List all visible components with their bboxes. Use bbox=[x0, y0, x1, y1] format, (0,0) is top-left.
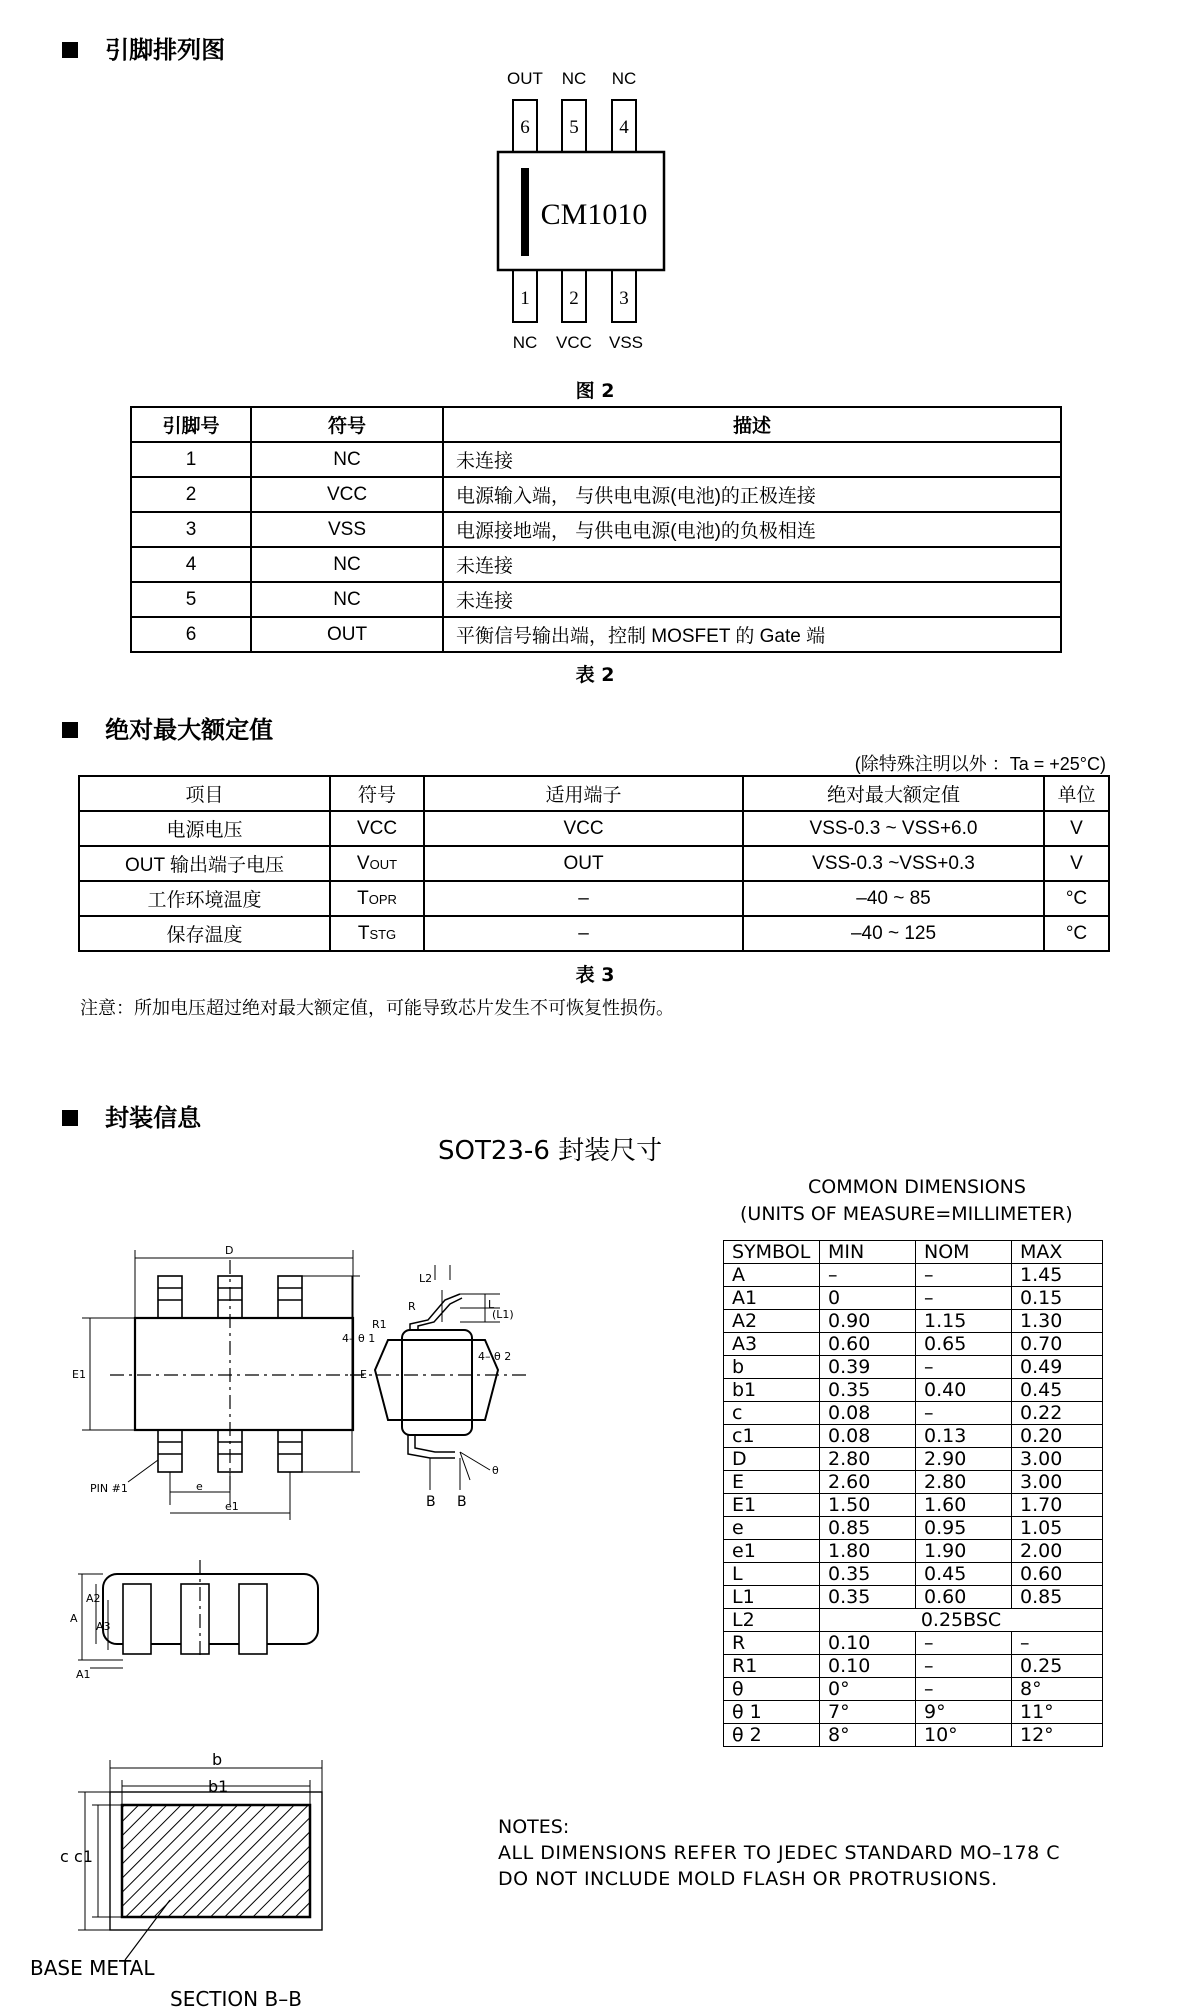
table-cell: – bbox=[916, 1632, 1012, 1655]
table-cell: 0.08 bbox=[820, 1425, 916, 1448]
table-cell: 0.95 bbox=[916, 1517, 1012, 1540]
table-cell: 9° bbox=[916, 1701, 1012, 1724]
table-cell: 8° bbox=[1012, 1678, 1103, 1701]
table-row bbox=[724, 1540, 1103, 1563]
table-cell: 0.60 bbox=[916, 1586, 1012, 1609]
label-L: L bbox=[488, 1298, 495, 1311]
header-cell: 项目 bbox=[79, 776, 330, 811]
label-E: E bbox=[360, 1368, 367, 1381]
table-cell: – bbox=[820, 1264, 916, 1287]
pin-num-2: 2 bbox=[569, 288, 579, 309]
table-cell: b1 bbox=[724, 1379, 820, 1402]
table-cell: 0.20 bbox=[1012, 1425, 1103, 1448]
table-cell: 0.40 bbox=[916, 1379, 1012, 1402]
table-cell: 0 bbox=[820, 1287, 916, 1310]
ratings-note: 注意：所加电压超过绝对最大额定值，可能导致芯片发生不可恢复性损伤。 bbox=[80, 998, 674, 1019]
label-e1: e1 bbox=[225, 1500, 239, 1513]
table-cell: 2.90 bbox=[916, 1448, 1012, 1471]
label-L2: L2 bbox=[419, 1272, 433, 1285]
table-cell: 0.25 bbox=[1012, 1655, 1103, 1678]
table-cell: 2.80 bbox=[820, 1448, 916, 1471]
header-cell: MAX bbox=[1012, 1241, 1103, 1264]
table-row bbox=[724, 1425, 1103, 1448]
figure-caption: 图 2 bbox=[575, 380, 615, 402]
table-cell: 0.60 bbox=[1012, 1563, 1103, 1586]
label-section: SECTION B–B bbox=[170, 1987, 302, 2010]
table-cell: 2.80 bbox=[916, 1471, 1012, 1494]
label-base-metal: BASE METAL bbox=[30, 1956, 155, 1980]
label-L1: (L1) bbox=[492, 1308, 514, 1321]
table-cell: – bbox=[916, 1655, 1012, 1678]
table-row bbox=[724, 1678, 1103, 1701]
ratings-table bbox=[78, 775, 1110, 952]
table-cell: A2 bbox=[724, 1310, 820, 1333]
table-cell: 11° bbox=[1012, 1701, 1103, 1724]
label-D: D bbox=[225, 1244, 234, 1257]
table-cell: 0.49 bbox=[1012, 1356, 1103, 1379]
dim-title-2: (UNITS OF MEASURE=MILLIMETER) bbox=[740, 1203, 1073, 1225]
table-row: 2 VCC 电源输入端， 与供电电源(电池)的正极连接 bbox=[131, 477, 1061, 512]
table-cell: c1 bbox=[724, 1425, 820, 1448]
label-E1: E1 bbox=[72, 1368, 86, 1381]
pin-num-1: 1 bbox=[520, 288, 530, 309]
table-cell: A1 bbox=[724, 1287, 820, 1310]
table-row bbox=[724, 1586, 1103, 1609]
table-cell: θ 1 bbox=[724, 1701, 820, 1724]
table-cell: 1.05 bbox=[1012, 1517, 1103, 1540]
table-row bbox=[724, 1517, 1103, 1540]
table-header-row bbox=[131, 407, 1061, 442]
table-cell: 0.65 bbox=[916, 1333, 1012, 1356]
table-cell: 0.10 bbox=[820, 1655, 916, 1678]
label-c1: c1 bbox=[74, 1847, 93, 1866]
table-cell: E1 bbox=[724, 1494, 820, 1517]
table-cell: 0.22 bbox=[1012, 1402, 1103, 1425]
pin-name-6: OUT bbox=[507, 69, 543, 88]
table-cell: 2.60 bbox=[820, 1471, 916, 1494]
table-cell: E bbox=[724, 1471, 820, 1494]
table-row: 工作环境温度 TOPR – –40 ~ 85 °C bbox=[79, 881, 1109, 916]
pin-table bbox=[130, 406, 1062, 653]
label-R: R bbox=[408, 1300, 416, 1313]
table-cell: 0.90 bbox=[820, 1310, 916, 1333]
pin-name-2: VCC bbox=[556, 333, 592, 352]
pin-diagram bbox=[490, 60, 700, 370]
label-A3: A3 bbox=[96, 1620, 111, 1633]
table-cell: L2 bbox=[724, 1609, 820, 1632]
label-e: e bbox=[196, 1480, 203, 1493]
table-cell: 0.15 bbox=[1012, 1287, 1103, 1310]
header-cell: NOM bbox=[916, 1241, 1012, 1264]
table-cell: 10° bbox=[916, 1724, 1012, 1747]
table-row bbox=[724, 1264, 1103, 1287]
label-theta: θ bbox=[492, 1464, 499, 1477]
bullet-square-icon bbox=[62, 1110, 78, 1126]
pin-name-3: VSS bbox=[608, 333, 644, 352]
table-cell: 0.13 bbox=[916, 1425, 1012, 1448]
header-cell: 适用端子 bbox=[424, 776, 743, 811]
label-B-left: B bbox=[426, 1494, 436, 1510]
table-row: 4 NC 未连接 bbox=[131, 547, 1061, 582]
table-cell: R bbox=[724, 1632, 820, 1655]
table-cell: 0.70 bbox=[1012, 1333, 1103, 1356]
table-cell: 2.00 bbox=[1012, 1540, 1103, 1563]
table-row bbox=[724, 1402, 1103, 1425]
header-cell: SYMBOL bbox=[724, 1241, 820, 1264]
table-cell: 0.45 bbox=[1012, 1379, 1103, 1402]
table-row bbox=[724, 1310, 1103, 1333]
pin-num-3: 3 bbox=[619, 288, 629, 309]
table-cell: 0.35 bbox=[820, 1563, 916, 1586]
chip-label: CM1010 bbox=[540, 198, 648, 231]
header-cell: 绝对最大额定值 bbox=[743, 776, 1044, 811]
package-drawing bbox=[30, 1220, 710, 2010]
bullet-square-icon bbox=[62, 722, 78, 738]
table-cell: L bbox=[724, 1563, 820, 1586]
table-row bbox=[724, 1379, 1103, 1402]
header-cell: 符号 bbox=[330, 776, 424, 811]
table-cell: 1.50 bbox=[820, 1494, 916, 1517]
header-cell: 引脚号 bbox=[131, 407, 251, 442]
table-cell: 0.35 bbox=[820, 1379, 916, 1402]
table-header-row bbox=[79, 776, 1109, 811]
table-cell: e bbox=[724, 1517, 820, 1540]
label-pin1: PIN #1 bbox=[90, 1482, 128, 1495]
table-cell: – bbox=[916, 1264, 1012, 1287]
table-cell: – bbox=[916, 1356, 1012, 1379]
table-cell: 0.10 bbox=[820, 1632, 916, 1655]
pin-section-heading: 引脚排列图 bbox=[62, 30, 225, 65]
notes-line-2: DO NOT INCLUDE MOLD FLASH OR PROTRUSIONS. bbox=[498, 1868, 998, 1890]
label-theta1: 4– θ 1 bbox=[342, 1332, 376, 1345]
package-section-heading: 封装信息 bbox=[62, 1098, 201, 1133]
table-row bbox=[724, 1287, 1103, 1310]
table-cell: D bbox=[724, 1448, 820, 1471]
pin-num-6: 6 bbox=[520, 117, 530, 138]
label-b: b bbox=[212, 1750, 223, 1769]
table-cell: – bbox=[916, 1402, 1012, 1425]
table-cell: 1.30 bbox=[1012, 1310, 1103, 1333]
table-row bbox=[724, 1356, 1103, 1379]
table-cell: 1.70 bbox=[1012, 1494, 1103, 1517]
table-cell: θ bbox=[724, 1678, 820, 1701]
table-row bbox=[724, 1494, 1103, 1517]
table-row bbox=[724, 1563, 1103, 1586]
pin-num-5: 5 bbox=[569, 117, 579, 138]
ratings-section-heading: 绝对最大额定值 bbox=[62, 710, 273, 745]
label-A: A bbox=[70, 1612, 78, 1625]
table-cell: – bbox=[1012, 1632, 1103, 1655]
table-row: 5 NC 未连接 bbox=[131, 582, 1061, 617]
table2-caption: 表 2 bbox=[575, 664, 615, 686]
table-row: 保存温度 TSTG – –40 ~ 125 °C bbox=[79, 916, 1109, 951]
table-cell: 0° bbox=[820, 1678, 916, 1701]
table-cell: 0.45 bbox=[916, 1563, 1012, 1586]
table-header-row bbox=[724, 1241, 1103, 1264]
table-cell: 3.00 bbox=[1012, 1471, 1103, 1494]
table-row: 6 OUT 平衡信号输出端，控制 MOSFET 的 Gate 端 bbox=[131, 617, 1061, 652]
table-cell: R1 bbox=[724, 1655, 820, 1678]
table-cell: 1.60 bbox=[916, 1494, 1012, 1517]
table-cell: 0.85 bbox=[1012, 1586, 1103, 1609]
table-cell: 0.85 bbox=[820, 1517, 916, 1540]
label-B-right: B bbox=[457, 1494, 467, 1510]
label-theta2: 4– θ 2 bbox=[478, 1350, 512, 1363]
table-cell: 1.15 bbox=[916, 1310, 1012, 1333]
table-row: 电源电压 VCC VCC VSS-0.3 ~ VSS+6.0 V bbox=[79, 811, 1109, 846]
table-cell: 0.35 bbox=[820, 1586, 916, 1609]
header-cell: 单位 bbox=[1044, 776, 1109, 811]
table-cell: 7° bbox=[820, 1701, 916, 1724]
pin-name-4: NC bbox=[611, 69, 637, 88]
table-row bbox=[724, 1333, 1103, 1356]
pin-name-1: NC bbox=[512, 333, 538, 352]
dimension-table bbox=[723, 1240, 1103, 1747]
table-cell: 8° bbox=[820, 1724, 916, 1747]
table-cell: L1 bbox=[724, 1586, 820, 1609]
table-cell: – bbox=[916, 1287, 1012, 1310]
table-row bbox=[724, 1655, 1103, 1678]
bullet-square-icon bbox=[62, 42, 78, 58]
label-c: c bbox=[60, 1847, 69, 1866]
table-row bbox=[724, 1609, 1103, 1632]
table-cell: A3 bbox=[724, 1333, 820, 1356]
table-cell: θ 2 bbox=[724, 1724, 820, 1747]
table-cell: A bbox=[724, 1264, 820, 1287]
table-row bbox=[724, 1471, 1103, 1494]
table-row bbox=[724, 1724, 1103, 1747]
header-cell: MIN bbox=[820, 1241, 916, 1264]
table-cell: 0.08 bbox=[820, 1402, 916, 1425]
pin-name-5: NC bbox=[561, 69, 587, 88]
header-cell: 符号 bbox=[251, 407, 443, 442]
table-cell: 1.90 bbox=[916, 1540, 1012, 1563]
table-row: 1 NC 未连接 bbox=[131, 442, 1061, 477]
table-row: 3 VSS 电源接地端， 与供电电源(电池)的负极相连 bbox=[131, 512, 1061, 547]
table-cell: 0.39 bbox=[820, 1356, 916, 1379]
table-cell: – bbox=[916, 1678, 1012, 1701]
table-cell: 0.25BSC bbox=[820, 1609, 1103, 1632]
condition-note: (除特殊注明以外 ：Ta = +25°C) bbox=[854, 754, 1106, 774]
header-cell: 描述 bbox=[443, 407, 1061, 442]
table-row bbox=[724, 1632, 1103, 1655]
pin-num-4: 4 bbox=[619, 117, 629, 138]
table-row: OUT 输出端子电压 VOUT OUT VSS-0.3 ~VSS+0.3 V bbox=[79, 846, 1109, 881]
dim-title-1: COMMON DIMENSIONS bbox=[808, 1176, 1026, 1198]
table-cell: c bbox=[724, 1402, 820, 1425]
notes-title: NOTES: bbox=[498, 1816, 570, 1838]
table-cell: 1.80 bbox=[820, 1540, 916, 1563]
table-row bbox=[724, 1448, 1103, 1471]
table-cell: 1.45 bbox=[1012, 1264, 1103, 1287]
label-R1: R1 bbox=[372, 1318, 387, 1331]
table-row bbox=[724, 1701, 1103, 1724]
label-A2: A2 bbox=[86, 1592, 101, 1605]
table-cell: b bbox=[724, 1356, 820, 1379]
label-b1: b1 bbox=[208, 1777, 229, 1796]
table-cell: e1 bbox=[724, 1540, 820, 1563]
table-cell: 3.00 bbox=[1012, 1448, 1103, 1471]
label-A1: A1 bbox=[76, 1668, 91, 1681]
table-cell: 12° bbox=[1012, 1724, 1103, 1747]
table3-caption: 表 3 bbox=[575, 964, 615, 986]
notes-line-1: ALL DIMENSIONS REFER TO JEDEC STANDARD MO–178 C bbox=[498, 1842, 1061, 1864]
package-title: SOT23-6 封装尺寸 bbox=[438, 1136, 663, 1166]
table-cell: 0.60 bbox=[820, 1333, 916, 1356]
